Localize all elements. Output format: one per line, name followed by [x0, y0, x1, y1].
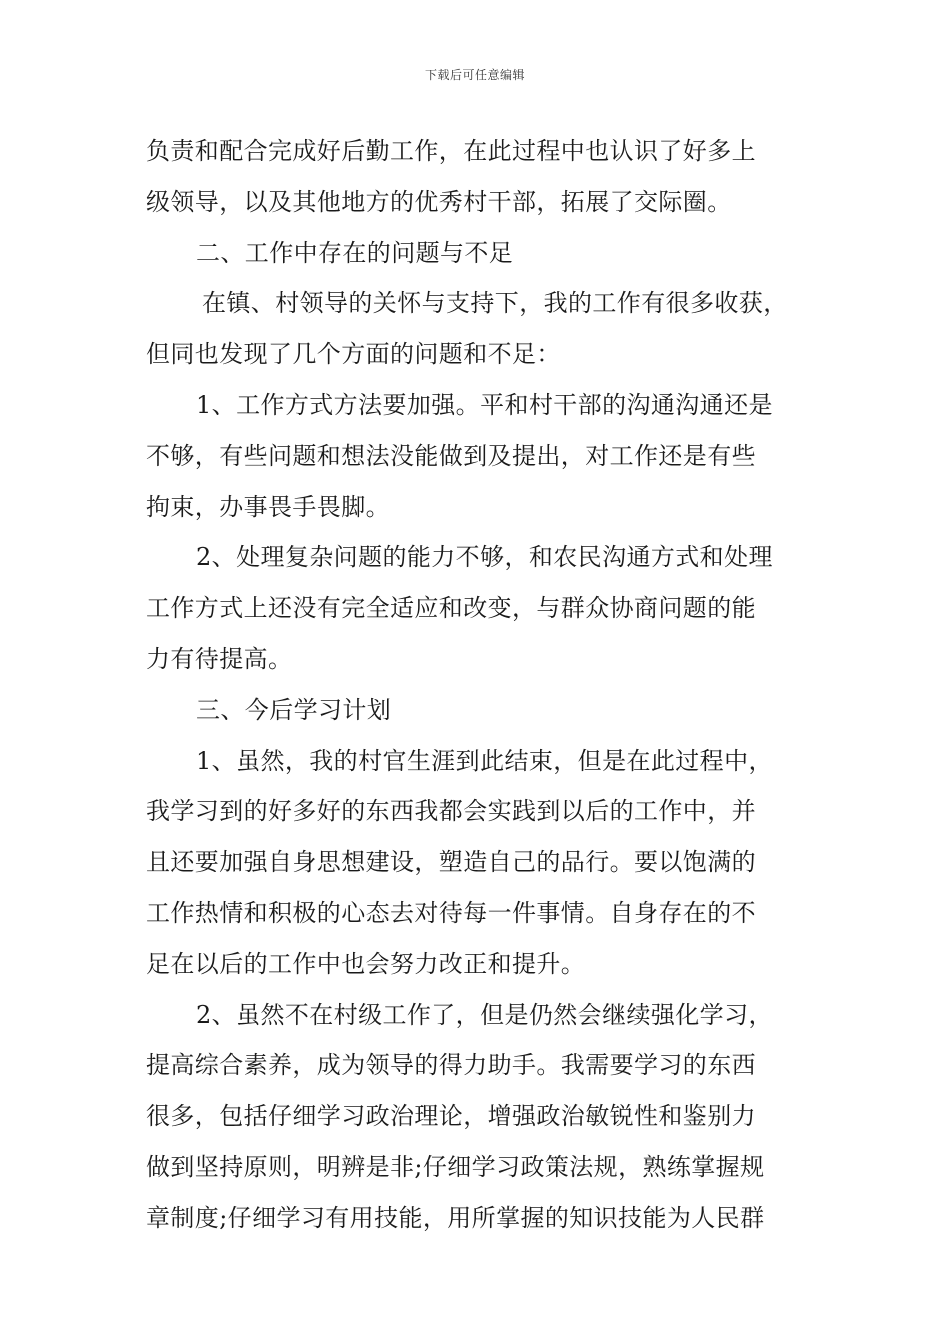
text-line: 足在以后的工作中也会努力改正和提升。 — [146, 949, 586, 978]
document-body — [146, 126, 818, 1244]
text-line: 很多，包括仔细学习政治理论，增强政治敏锐性和鉴别力 — [146, 1102, 756, 1131]
text-line: 但同也发现了几个方面的问题和不足： — [146, 340, 561, 369]
text-line: 1、虽然，我的村官生涯到此结束，但是在此过程中， — [196, 746, 773, 775]
text-line: 在镇、村领导的关怀与支持下，我的工作有很多收获， — [202, 289, 788, 318]
text-line: 拘束，办事畏手畏脚。 — [146, 492, 390, 521]
text-line: 工作方式上还没有完全适应和改变，与群众协商问题的能 — [146, 594, 756, 623]
text-line: 且还要加强自身思想建设，塑造自己的品行。要以饱满的 — [146, 848, 756, 877]
text-line: 力有待提高。 — [146, 644, 293, 673]
text-line: 1、工作方式方法要加强。平和村干部的沟通沟通还是 — [196, 390, 773, 419]
text-line: 2、虽然不在村级工作了，但是仍然会继续强化学习， — [196, 1000, 773, 1029]
text-line: 我学习到的好多好的东西我都会实践到以后的工作中，并 — [146, 797, 756, 826]
text-line: 提高综合素养，成为领导的得力助手。我需要学习的东西 — [146, 1051, 756, 1080]
text-line: 不够，有些问题和想法没能做到及提出，对工作还是有些 — [146, 441, 756, 470]
page-header: 下载后可任意编辑 — [424, 68, 525, 82]
text-line: 章制度;仔细学习有用技能，用所掌握的知识技能为人民群 — [146, 1203, 765, 1232]
text-line: 负责和配合完成好后勤工作，在此过程中也认识了好多上 — [146, 137, 756, 165]
text-line: 2、处理复杂问题的能力不够，和农民沟通方式和处理 — [196, 543, 773, 572]
text-line: 做到坚持原则，明辨是非;仔细学习政策法规，熟练掌握规 — [146, 1152, 765, 1181]
section-heading: 二、工作中存在的问题与不足 — [196, 238, 514, 267]
text-line: 级领导，以及其他地方的优秀村干部，拓展了交际圈。 — [146, 187, 732, 216]
section-heading: 三、今后学习计划 — [196, 695, 392, 724]
text-line: 工作热情和积极的心态去对待每一件事情。自身存在的不 — [146, 898, 756, 927]
